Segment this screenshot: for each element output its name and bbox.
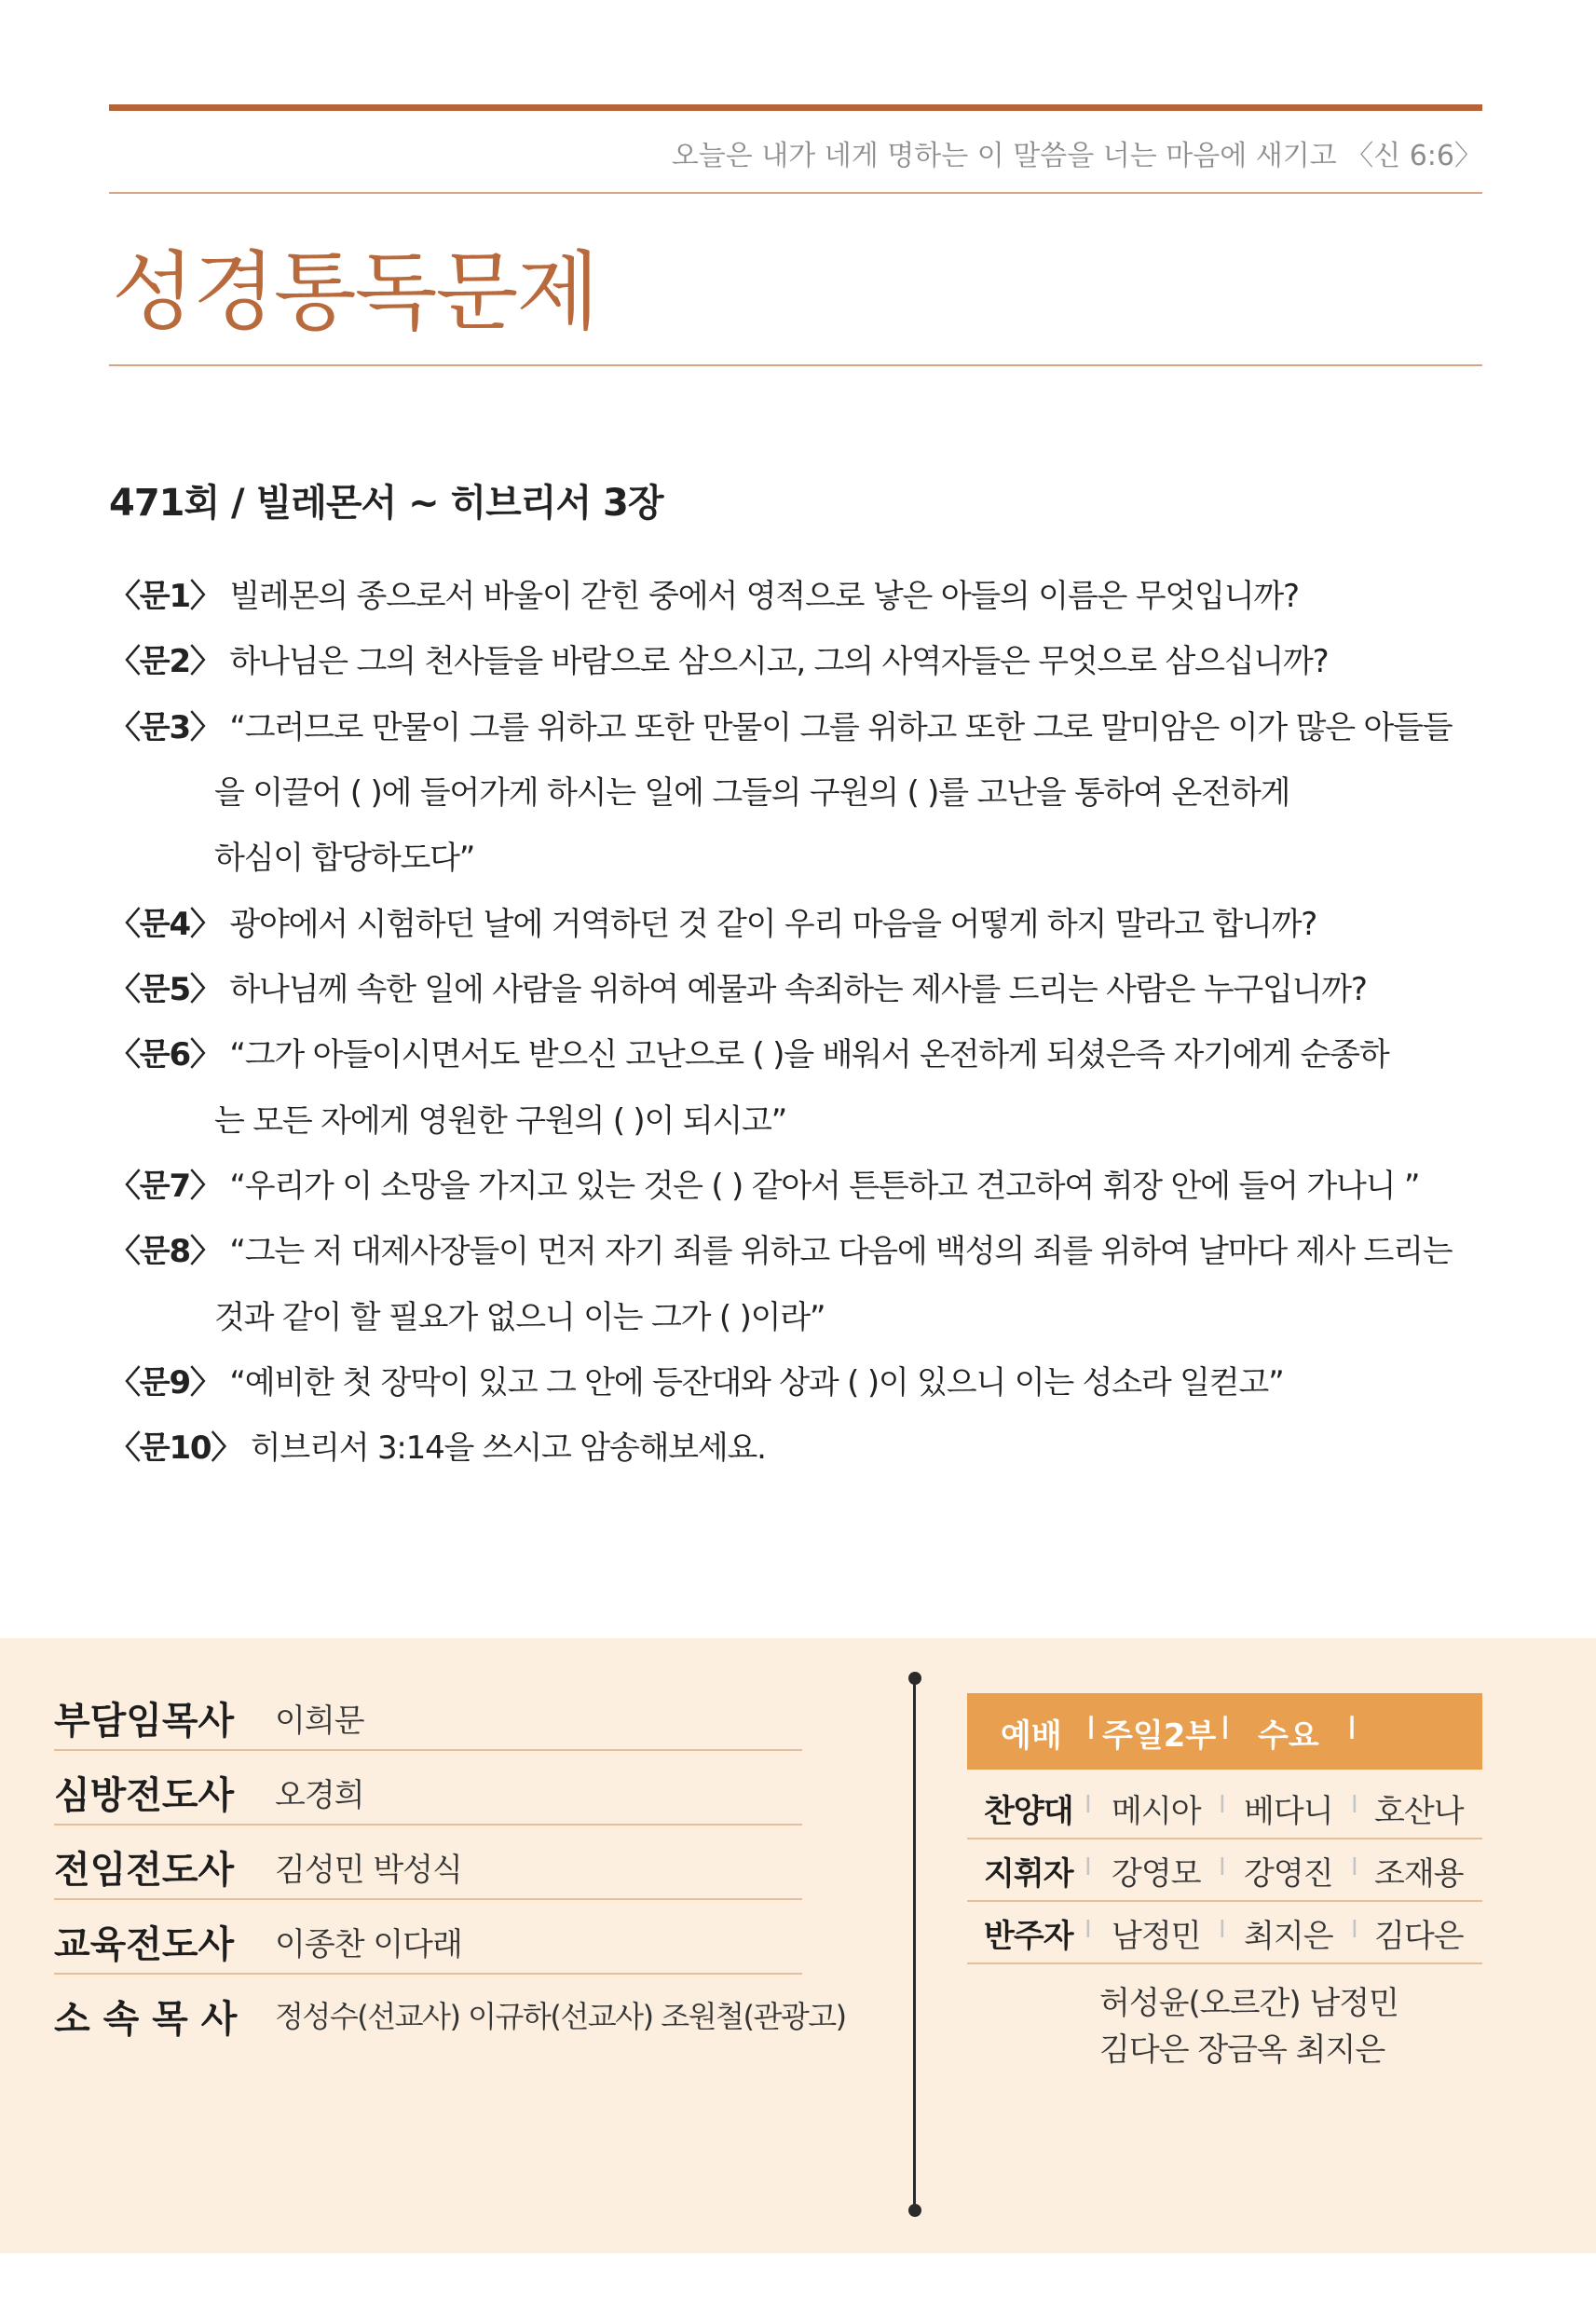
header-divider-top — [109, 192, 1482, 194]
worship-row-conductor — [967, 1840, 1482, 1900]
worship-row-label: 지휘자 — [984, 1855, 1073, 1893]
worship-header-sep: I — [1086, 1710, 1097, 1747]
worship-sep: I — [1219, 1791, 1225, 1819]
question-5 — [109, 964, 1367, 1009]
worship-header-sep: I — [1347, 1710, 1357, 1747]
staff-divider — [54, 1973, 802, 1975]
question-6-line-2: 는 모든 자에게 영원한 구원의 ( )이 되시고” — [214, 1102, 787, 1140]
question-text: 광야에서 시험하던 날에 거역하던 것 같이 우리 마음을 어떻게 하지 말라고 합니까? — [229, 906, 1317, 943]
worship-sep: I — [1219, 1853, 1225, 1881]
worship-sep: I — [1219, 1916, 1225, 1944]
question-number: 〈문1〉 — [109, 578, 221, 615]
worship-sep: I — [1351, 1791, 1357, 1819]
question-text: 빌레몬의 종으로서 바울이 갇힌 중에서 영적으로 낳은 아들의 이름은 무엇입니까? — [229, 578, 1299, 615]
staff-row — [54, 1840, 802, 1915]
worship-header-label: 예배 — [1001, 1717, 1062, 1755]
staff-divider — [54, 1898, 802, 1900]
worship-extra-line-1: 허성윤(오르간) 남정민 — [1099, 1985, 1398, 2022]
question-3-line-2: 을 이끌어 ( )에 들어가게 하시는 일에 그들의 구원의 ( )를 고난을 통하여 온전하게 — [214, 774, 1290, 812]
staff-role: 소 속 목 사 — [54, 1998, 238, 2041]
page-title: 성경통독문제 — [112, 242, 598, 342]
question-9 — [109, 1357, 1284, 1402]
footer-vertical-divider — [913, 1677, 916, 2210]
worship-sunday: 메시아 — [1112, 1793, 1201, 1830]
quiz-session-title: 471회 / 빌레몬서 ~ 히브리서 3장 — [109, 482, 663, 525]
worship-divider — [967, 1962, 1482, 1964]
question-text: “그가 아들이시면서도 받으신 고난으로 ( )을 배워서 온전하게 되셨은즉 자기에게 순종하 — [229, 1036, 1389, 1073]
question-number: 〈문10〉 — [109, 1429, 242, 1467]
header-verse: 오늘은 내가 네게 명하는 이 말씀을 너는 마음에 새기고 〈신 6:6〉 — [671, 140, 1482, 172]
worship-header-sunday: 주일2부 — [1102, 1717, 1217, 1755]
staff-role: 부담임목사 — [54, 1700, 235, 1743]
question-number: 〈문2〉 — [109, 643, 221, 680]
worship-sep: I — [1084, 1791, 1091, 1819]
question-number: 〈문6〉 — [109, 1036, 221, 1073]
worship-header-wednesday: 수요 — [1258, 1717, 1319, 1755]
worship-sep: I — [1084, 1853, 1091, 1881]
question-text: 하나님께 속한 일에 사람을 위하여 예물과 속죄하는 제사를 드리는 사람은 누구입니까? — [229, 971, 1367, 1008]
worship-sep: I — [1084, 1916, 1091, 1944]
worship-extra-line-2: 김다은 장금옥 최지은 — [1099, 2031, 1385, 2069]
question-1 — [109, 570, 1299, 616]
staff-names: 김성민 박성식 — [275, 1852, 462, 1889]
question-2 — [109, 636, 1329, 681]
worship-divider — [967, 1838, 1482, 1839]
worship-divider — [967, 1900, 1482, 1902]
worship-header — [967, 1693, 1482, 1770]
worship-wednesday: 최지은 — [1244, 1918, 1333, 1955]
header-divider-bottom — [109, 364, 1482, 366]
worship-third: 김다은 — [1374, 1918, 1464, 1955]
question-text: “그는 저 대제사장들이 먼저 자기 죄를 위하고 다음에 백성의 죄를 위하여 날마다 제사 드리는 — [229, 1233, 1453, 1270]
question-10 — [109, 1422, 766, 1468]
staff-names: 정성수(선교사) 이규하(선교사) 조원철(관광고) — [275, 1999, 846, 2034]
question-number: 〈문5〉 — [109, 971, 221, 1008]
worship-sep: I — [1351, 1916, 1357, 1944]
staff-row — [54, 1766, 802, 1840]
worship-third: 호산나 — [1374, 1793, 1464, 1830]
worship-row-accompanist — [967, 1903, 1482, 1962]
top-accent-bar — [109, 104, 1482, 111]
worship-row-label: 반주자 — [984, 1918, 1073, 1955]
question-text: 하나님은 그의 천사들을 바람으로 삼으시고, 그의 사역자들은 무엇으로 삼으십니까? — [229, 643, 1329, 680]
question-number: 〈문8〉 — [109, 1233, 221, 1270]
worship-row-choir — [967, 1778, 1482, 1838]
divider-dot-top — [908, 1672, 921, 1685]
staff-role: 심방전도사 — [54, 1774, 235, 1817]
staff-row — [54, 1915, 802, 1990]
question-3-line-3: 하심이 합당하도다” — [214, 840, 475, 877]
question-7 — [109, 1160, 1419, 1206]
staff-names: 오경희 — [275, 1777, 364, 1814]
staff-role: 전임전도사 — [54, 1849, 235, 1892]
worship-wednesday: 강영진 — [1244, 1855, 1333, 1893]
staff-row — [54, 1990, 846, 2064]
question-text: “우리가 이 소망을 가지고 있는 것은 ( ) 같아서 튼튼하고 견고하여 휘장 안에 들어 가나니 ” — [229, 1168, 1420, 1205]
question-8-line-2: 것과 같이 할 필요가 없으니 이는 그가 ( )이라” — [214, 1299, 825, 1336]
question-4 — [109, 898, 1316, 944]
worship-sunday: 강영모 — [1112, 1855, 1201, 1893]
question-3 — [109, 702, 1452, 747]
question-number: 〈문4〉 — [109, 906, 221, 943]
staff-divider — [54, 1824, 802, 1826]
worship-wednesday: 베다니 — [1244, 1793, 1333, 1830]
staff-role: 교육전도사 — [54, 1923, 235, 1966]
question-number: 〈문7〉 — [109, 1168, 221, 1205]
staff-row — [54, 1691, 802, 1766]
worship-row-label: 찬양대 — [984, 1793, 1073, 1830]
staff-names: 이종찬 이다래 — [275, 1926, 462, 1963]
staff-divider — [54, 1749, 802, 1751]
worship-header-sep: I — [1221, 1710, 1231, 1747]
question-text: “그러므로 만물이 그를 위하고 또한 만물이 그를 위하고 또한 그로 말미암은 이가 많은 아들들 — [229, 709, 1453, 746]
question-number: 〈문3〉 — [109, 709, 221, 746]
worship-sep: I — [1351, 1853, 1357, 1881]
question-6 — [109, 1029, 1388, 1074]
question-number: 〈문9〉 — [109, 1364, 221, 1402]
worship-sunday: 남정민 — [1112, 1918, 1201, 1955]
worship-third: 조재용 — [1374, 1855, 1464, 1893]
divider-dot-bottom — [908, 2204, 921, 2217]
question-8 — [109, 1225, 1452, 1271]
question-text: “예비한 첫 장막이 있고 그 안에 등잔대와 상과 ( )이 있으니 이는 성소라 일컫고” — [229, 1364, 1284, 1402]
question-text: 히브리서 3:14을 쓰시고 암송해보세요. — [250, 1429, 766, 1467]
staff-names: 이희문 — [275, 1702, 364, 1740]
